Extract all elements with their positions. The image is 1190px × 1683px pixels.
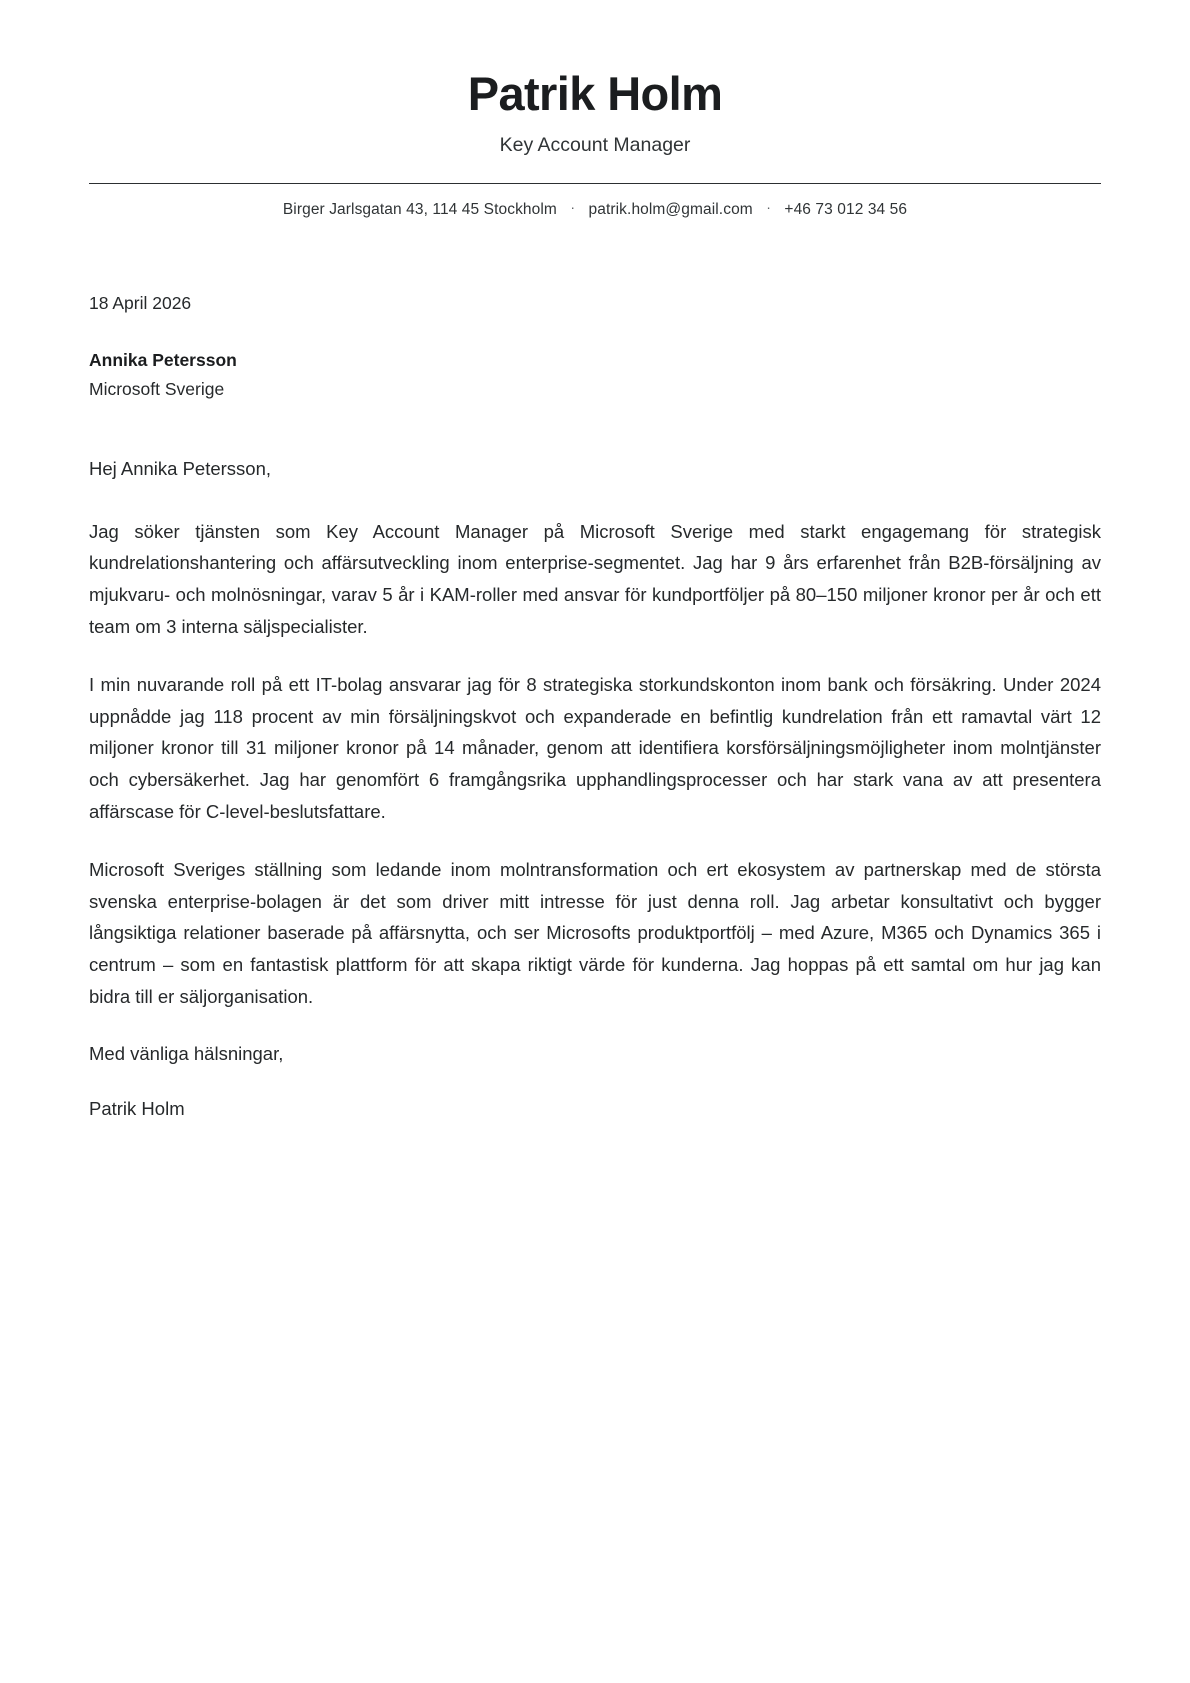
recipient-name: Annika Petersson <box>89 350 237 371</box>
letter-paragraph-1: Jag söker tjänsten som Key Account Manager på Microsoft Sverige med starkt engagemang för strategisk kundrelationshantering och affärsutveckling inom enterprise-segmentet. Jag har 9 års erfarenhet från B2B-försäljning av mjukvaru- och molnösningar, varav 5 år i KAM-roller med ansvar för kundportföljer på 80–150 miljoner kronor per år och ett team om 3 interna säljspecialister. <box>89 520 1101 637</box>
contact-phone[interactable]: +46 73 012 34 56 <box>784 200 908 218</box>
contact-address: Birger Jarlsgatan 43, 114 45 Stockholm <box>282 200 557 218</box>
letter-paragraph-2: I min nuvarande roll på ett IT-bolag ansvarar jag för 8 strategiska storkundskonton inom bank och försäkring. Under 2024 uppnådde jag 118 procent av min försäljningskvot och expanderade en befintlig kundrelation från ett ramavtal värt 12 miljoner kronor till 31 miljoner kronor på 14 månader, genom att identifiera korsförsäljningsmöjligheter inom molntjänster och cybersäkerhet. Jag har genomfört 6 framgångsrika upphandlingsprocesser och har stark vana av att presentera affärscase för C-level-beslutsfattare. <box>89 673 1101 823</box>
letter-date: 18 April 2026 <box>89 292 192 313</box>
header-divider <box>89 183 1101 184</box>
letter-paragraph-3: Microsoft Sveriges ställning som ledande inom molntransformation och ert ekosystem av partnerskap med de största svenska enterprise-bolagen är det som driver mitt intresse för just denna roll. Jag arbetar konsultativt och bygger långsiktiga relationer baserade på affärsnytta, och ser Microsofts produktportfölj – med Azure, M365 och Dynamics 365 i centrum – som en fantastisk plattform för att skapa riktigt värde för kunderna. Jag hoppas på ett samtal om hur jag kan bidra till er säljorganisation. <box>89 858 1101 1008</box>
letter-body <box>89 455 1101 1124</box>
applicant-name: Patrik Holm <box>467 67 723 120</box>
letter-signature: Patrik Holm <box>89 1098 185 1120</box>
contact-separator-1: · <box>570 198 576 215</box>
recipient-company: Microsoft Sverige <box>89 378 225 399</box>
applicant-job-title: Key Account Manager <box>499 133 691 156</box>
letter-salutation: Hej Annika Petersson, <box>89 457 272 479</box>
contact-separator-2: · <box>766 198 771 215</box>
contact-email[interactable]: patrik.holm@gmail.com <box>588 200 753 218</box>
contact-line <box>89 198 1101 219</box>
letter-meta-block <box>89 291 1101 402</box>
letter-header <box>89 68 1101 219</box>
letter-closing: Med vänliga hälsningar, <box>89 1042 284 1064</box>
